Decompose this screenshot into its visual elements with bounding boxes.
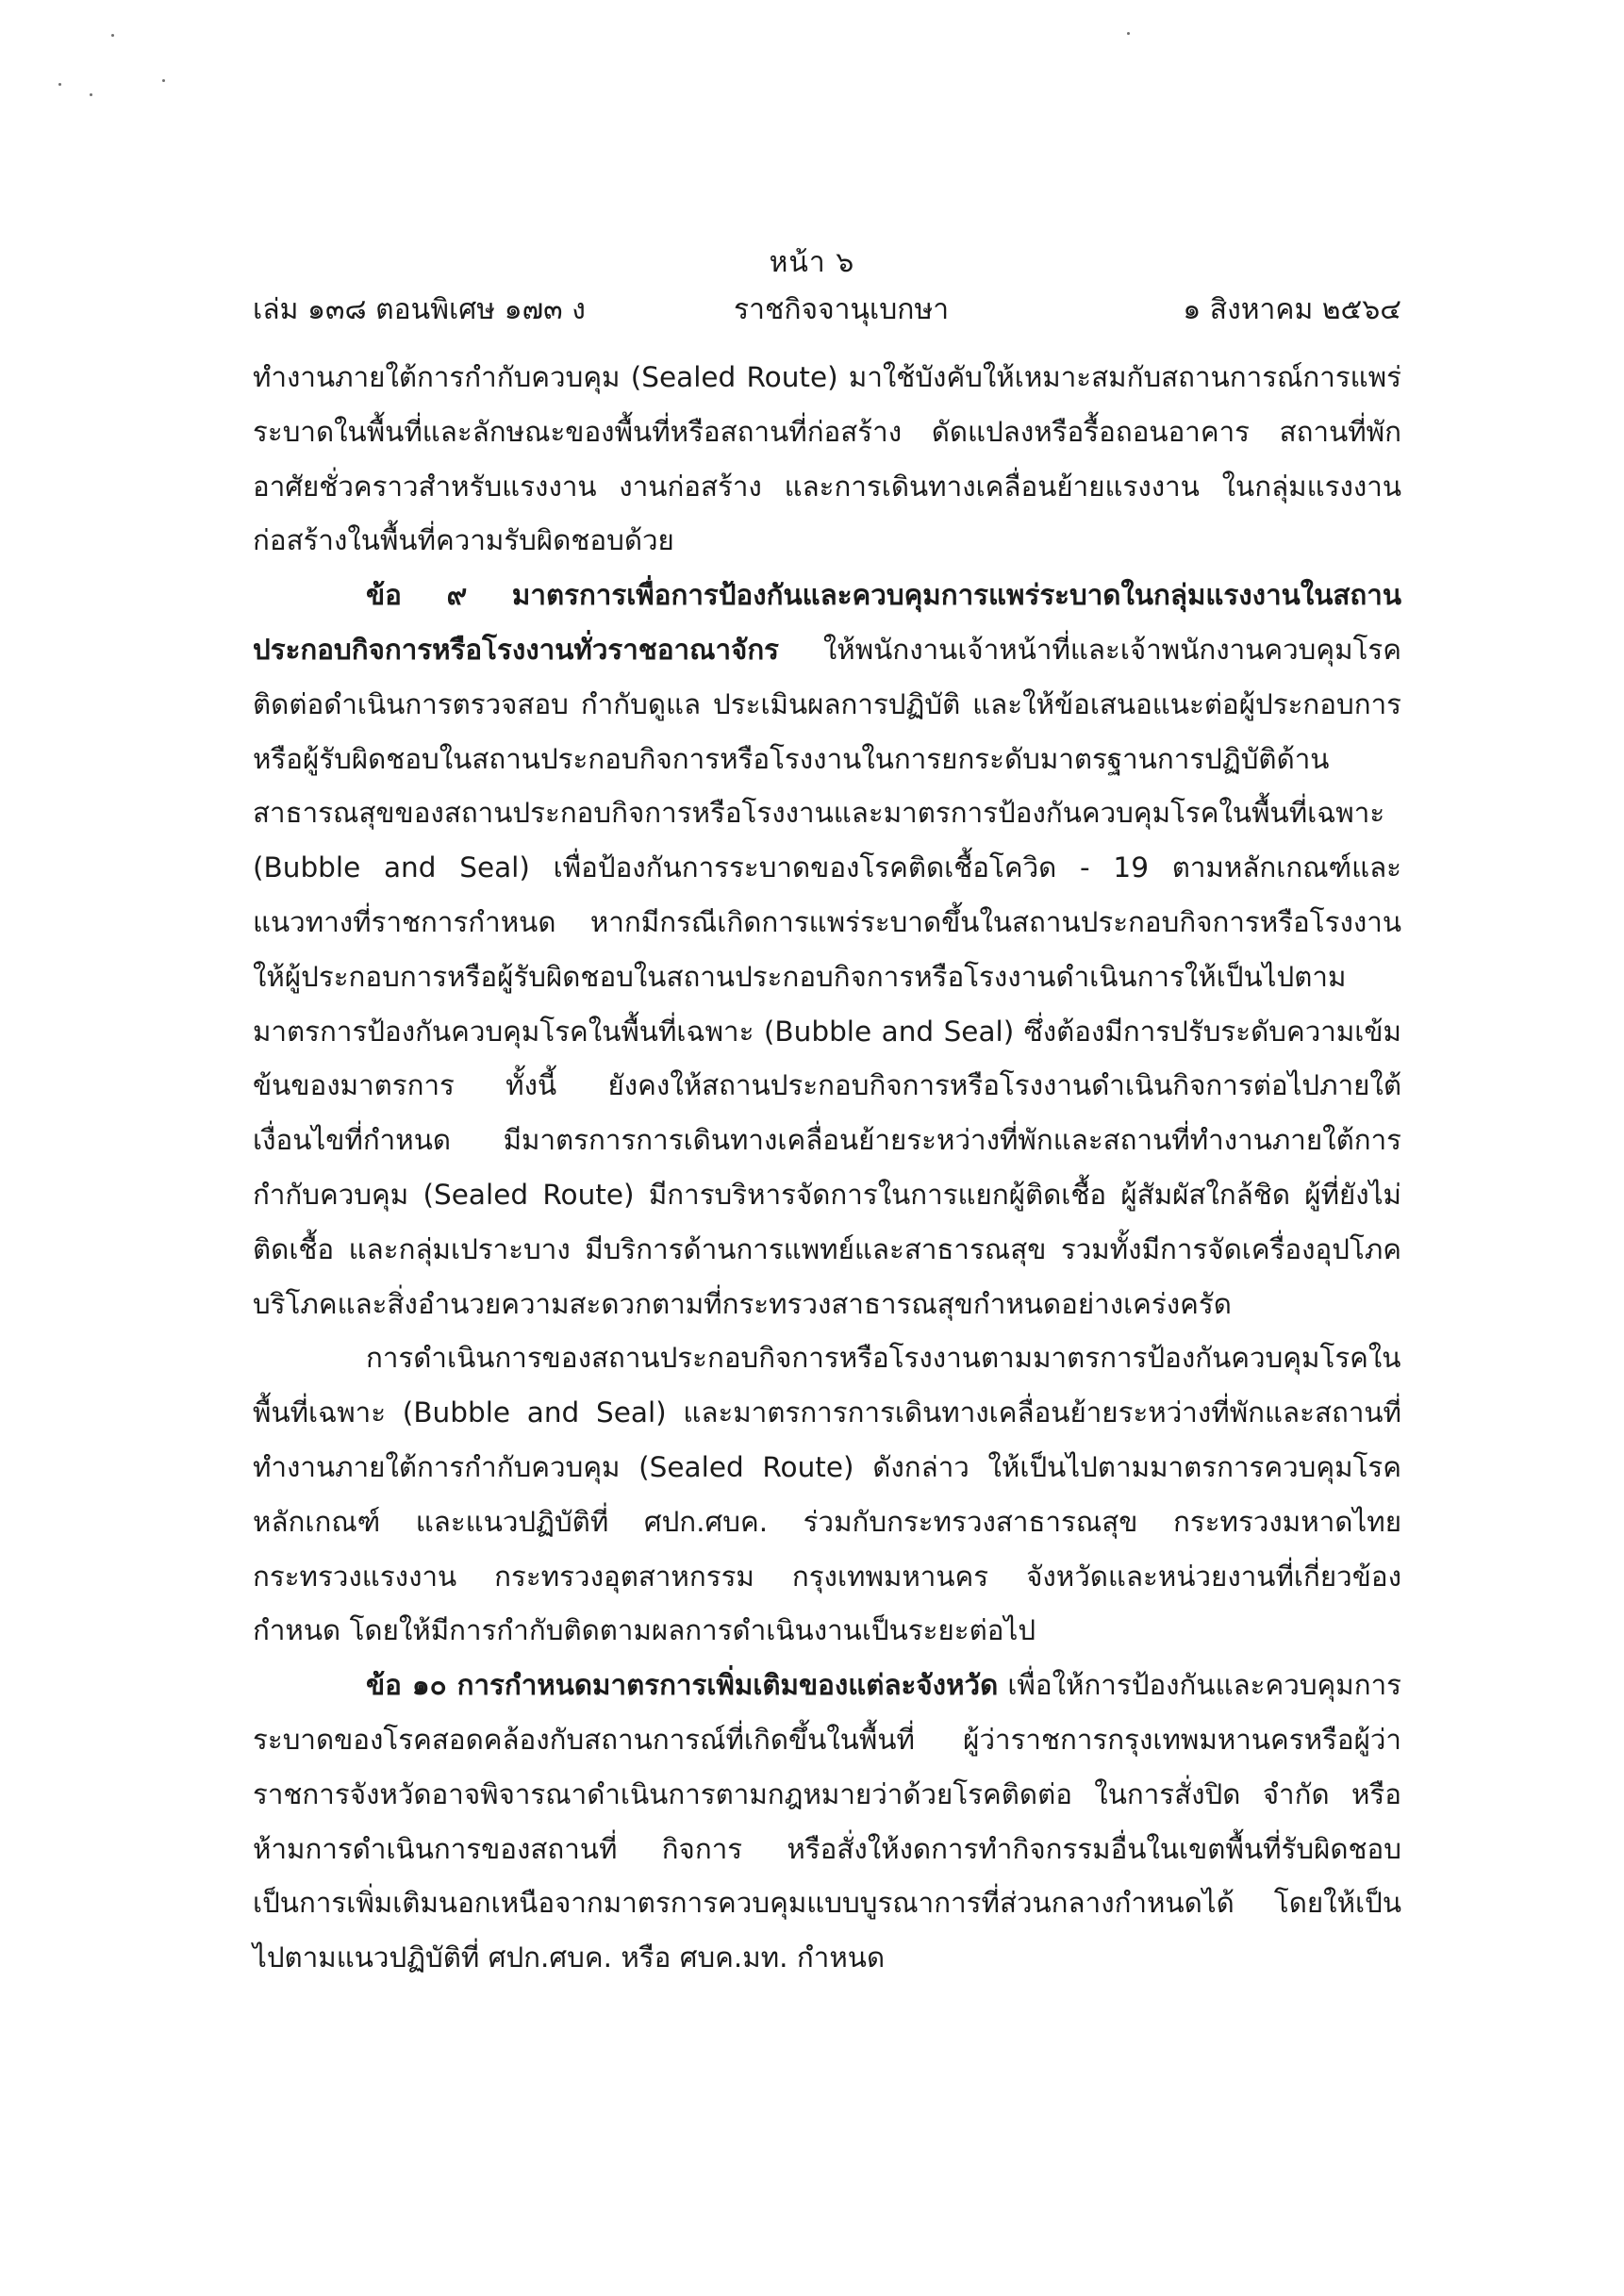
paragraph-clause-10 [253,1659,1401,1986]
gazette-name: ราชกิจจานุเบกษา [734,293,950,326]
clause-9-heading: ข้อ ๙ มาตรการเพื่อการป้องกันและควบคุมการแพร่ระบาดในกลุ่มแรงงานในสถานประกอบกิจการหรือโรงงานทั่วราชอาณาจักร [253,579,1401,666]
scan-speck [58,83,61,86]
paragraph-bubble-seal: การดำเนินการของสถานประกอบกิจการหรือโรงงานตามมาตรการป้องกันควบคุมโรคในพื้นที่เฉพาะ (Bubble and Seal) และมาตรการการเดินทางเคลื่อนย้ายระหว่างที่พักและสถานที่ทำงานภายใต้การกำกับควบคุม (Sealed Route) ดังกล่าว ให้เป็นไปตามมาตรการควบคุมโรค หลักเกณฑ์ และแนวปฏิบัติที่ ศปก.ศบค. ร่วมกับกระทรวงสาธารณสุข กระทรวงมหาดไทย กระทรวงแรงงาน กระทรวงอุตสาหกรรม กรุงเทพมหานคร จังหวัดและหน่วยงานที่เกี่ยวข้องกำหนด โดยให้มีการกำกับติดตามผลการดำเนินงานเป็นระยะต่อไป [253,1342,1401,1647]
scan-speck [1127,32,1130,35]
volume-issue: เล่ม ๑๓๘ ตอนพิเศษ ๑๗๓ ง [253,293,586,326]
scan-speck [90,93,92,96]
gazette-header [253,288,1401,325]
paragraph-continuation: ทำงานภายใต้การกำกับควบคุม (Sealed Route) มาใช้บังคับให้เหมาะสมกับสถานการณ์การแพร่ระบาดในพื้นที่และลักษณะของพื้นที่หรือสถานที่ก่อสร้าง ดัดแปลงหรือรื้อถอนอาคาร สถานที่พักอาศัยชั่วคราวสำหรับแรงงาน งานก่อสร้าง และการเดินทางเคลื่อนย้ายแรงงาน ในกลุ่มแรงงานก่อสร้างในพื้นที่ความรับผิดชอบด้วย [253,361,1401,557]
publication-date: ๑ สิงหาคม ๒๕๖๔ [1183,293,1401,326]
scan-speck [111,34,114,37]
page-number: หน้า ๖ [769,246,855,279]
paragraph-clause-9 [253,569,1401,1331]
clause-9-text: ให้พนักงานเจ้าหน้าที่และเจ้าพนักงานควบคุมโรคติดต่อดำเนินการตรวจสอบ กำกับดูแล ประเมินผลการปฏิบัติ และให้ข้อเสนอแนะต่อผู้ประกอบการหรือผู้รับผิดชอบในสถานประกอบกิจการหรือโรงงานในการยกระดับมาตรฐานการปฏิบัติด้านสาธารณสุขของสถานประกอบกิจการหรือโรงงานและมาตรการป้องกันควบคุมโรคในพื้นที่เฉพาะ (Bubble and Seal) เพื่อป้องกันการระบาดของโรคติดเชื้อโควิด - 19 ตามหลักเกณฑ์และแนวทางที่ราชการกำหนด หากมีกรณีเกิดการแพร่ระบาดขึ้นในสถานประกอบกิจการหรือโรงงาน ให้ผู้ประกอบการหรือผู้รับผิดชอบในสถานประกอบกิจการหรือโรงงานดำเนินการให้เป็นไปตามมาตรการป้องกันควบคุมโรคในพื้นที่เฉพาะ (Bubble and Seal) ซึ่งต้องมีการปรับระดับความเข้มข้นของมาตรการ ทั้งนี้ ยังคงให้สถานประกอบกิจการหรือโรงงานดำเนินกิจการต่อไปภายใต้เงื่อนไขที่กำหนด มีมาตรการการเดินทางเคลื่อนย้ายระหว่างที่พักและสถานที่ทำงานภายใต้การกำกับควบคุม (Sealed Route) มีการบริหารจัดการในการแยกผู้ติดเชื้อ ผู้สัมผัสใกล้ชิด ผู้ที่ยังไม่ติดเชื้อ และกลุ่มเปราะบาง มีบริการด้านการแพทย์และสาธารณสุข รวมทั้งมีการจัดเครื่องอุปโภคบริโภคและสิ่งอำนวยความสะดวกตามที่กระทรวงสาธารณสุขกำหนดอย่างเคร่งครัด [253,633,1401,1320]
document-body [253,351,1401,1986]
clause-10-text: เพื่อให้การป้องกันและควบคุมการระบาดของโรคสอดคล้องกับสถานการณ์ที่เกิดขึ้นในพื้นที่ ผู้ว่าราชการกรุงเทพมหานครหรือผู้ว่าราชการจังหวัดอาจพิจารณาดำเนินการตามกฎหมายว่าด้วยโรคติดต่อ ในการสั่งปิด จำกัด หรือห้ามการดำเนินการของสถานที่ กิจการ หรือสั่งให้งดการทำกิจกรรมอื่นในเขตพื้นที่รับผิดชอบเป็นการเพิ่มเติมนอกเหนือจากมาตรการควบคุมแบบบูรณาการที่ส่วนกลางกำหนดได้ โดยให้เป็นไปตามแนวปฏิบัติที่ ศปก.ศบค. หรือ ศบค.มท. กำหนด [253,1669,1401,1974]
clause-10-heading: ข้อ ๑๐ การกำหนดมาตรการเพิ่มเติมของแต่ละจังหวัด [366,1669,999,1702]
scan-speck [162,79,165,82]
